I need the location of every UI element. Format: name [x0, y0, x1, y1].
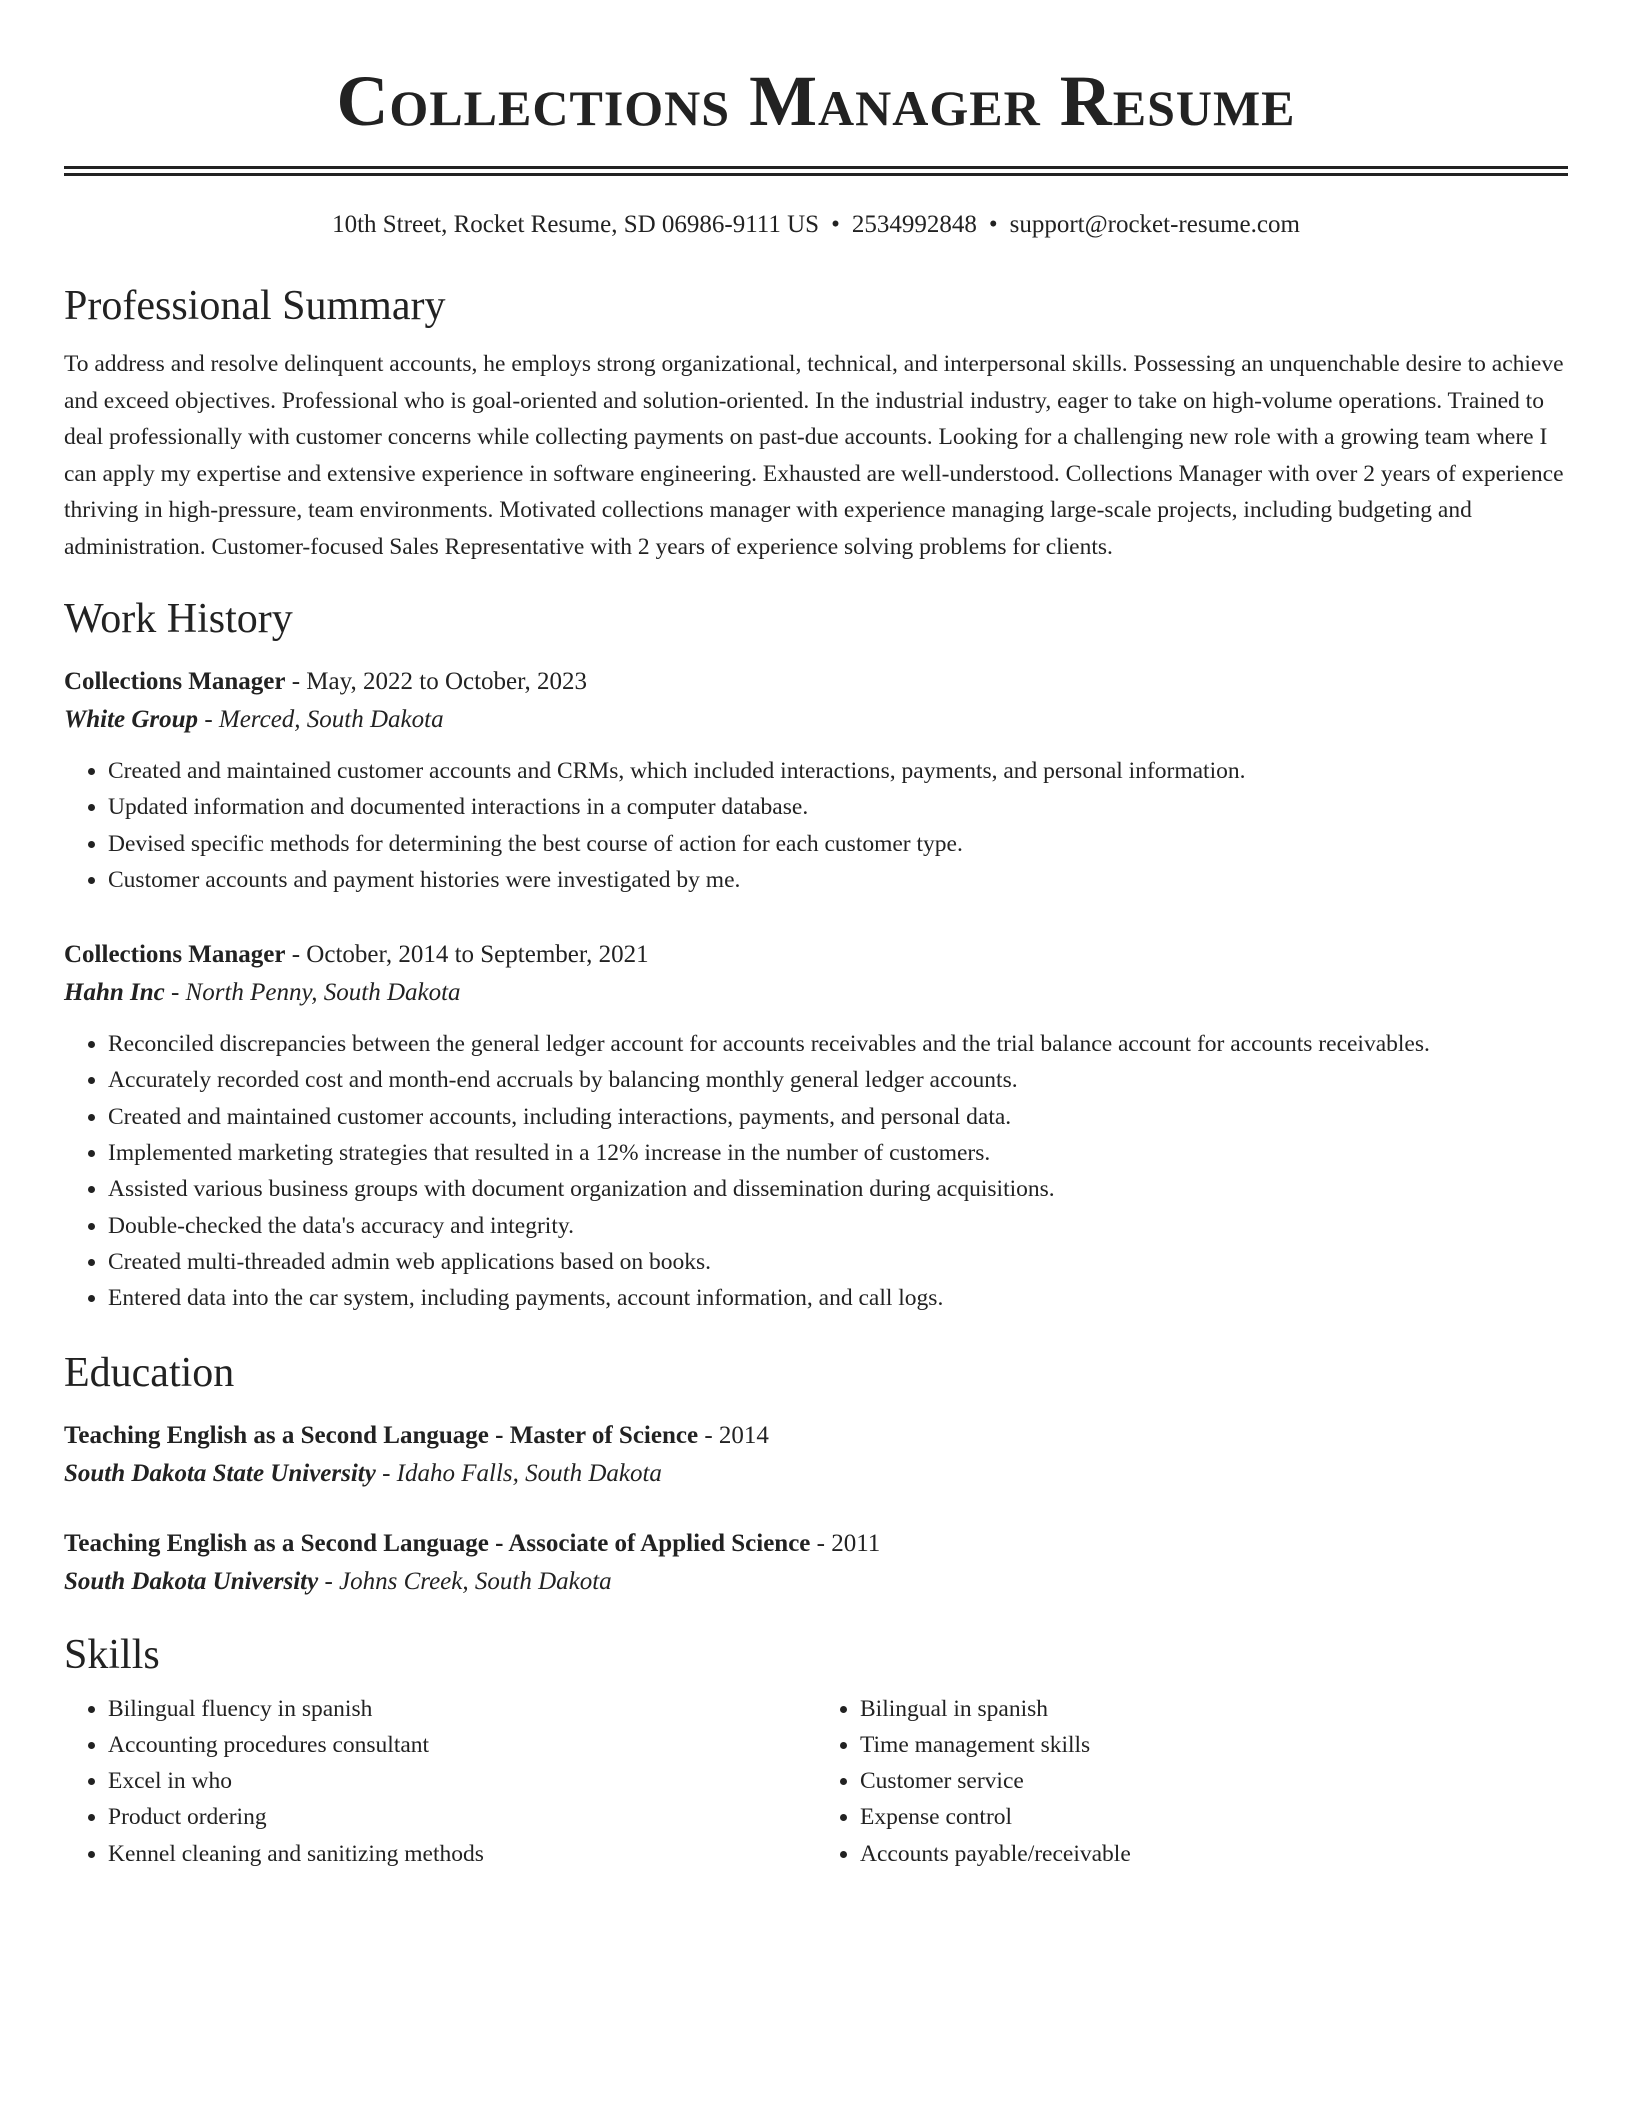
- school-name: South Dakota University: [64, 1567, 319, 1595]
- job-duties-list: [64, 1026, 1568, 1316]
- work-history-heading: Work History: [64, 596, 293, 642]
- education-entry: [64, 1525, 1568, 1601]
- job-location: - North Penny, South Dakota: [164, 979, 461, 1007]
- school-name: South Dakota State University: [64, 1459, 376, 1487]
- skills-list-left: [64, 1691, 816, 1872]
- job-duty: • Reconciled discrepancies between the general ledger account for accounts receivables and the trial balance account for accounts receivables.: [108, 1026, 1568, 1062]
- school-line: [64, 1563, 1568, 1601]
- education-heading: Education: [64, 1349, 235, 1396]
- contact-line: [64, 208, 1568, 242]
- job-title-line: [64, 663, 1568, 701]
- contact-email: support@rocket-resume.com: [1009, 211, 1300, 238]
- degree-name: Teaching English as a Second Language - Associate of Applied Science: [64, 1529, 811, 1557]
- job-title-line: [64, 936, 1568, 974]
- job-location: - Merced, South Dakota: [198, 706, 444, 733]
- job-duty: • Implemented marketing strategies that resulted in a 12% increase in the number of customers.: [108, 1135, 1568, 1171]
- summary-heading: Professional Summary: [64, 283, 446, 329]
- job-duty: • Entered data into the car system, including payments, account information, and call logs.: [108, 1280, 1568, 1316]
- skill-item: • Kennel cleaning and sanitizing methods: [108, 1836, 816, 1872]
- school-line: [64, 1455, 1568, 1493]
- degree-line: [64, 1417, 1568, 1455]
- skill-item: • Customer service: [860, 1763, 1568, 1799]
- job-duties-list: [64, 753, 1568, 898]
- resume-title: Collections Manager Resume: [336, 61, 1296, 141]
- job-duty: • Created and maintained customer accounts and CRMs, which included interactions, payments, and personal information.: [108, 753, 1568, 789]
- job-entry: [64, 663, 1568, 898]
- title-divider: [64, 166, 1568, 176]
- job-duty: • Double-checked the data's accuracy and integrity.: [108, 1208, 1568, 1244]
- skill-item: • Excel in who: [108, 1763, 816, 1799]
- job-dates: - October, 2014 to September, 2021: [285, 941, 649, 969]
- degree-line: [64, 1525, 1568, 1563]
- degree-year: - 2014: [698, 1421, 769, 1449]
- summary-text: To address and resolve delinquent accounts, he employs strong organizational, technical, and interpersonal skills. Possessing an unquenchable desire to achieve and exceed objectives. Professional who is goal-oriented and solution-oriented. In the industrial industry, eager to take on high-volume operations. Trained to deal professionally with customer concerns while collecting payments on past-due accounts. Looking for a challenging new role with a growing team where I can apply my expertise and extensive experience in software engineering. Exhausted are well-understood. Collections Manager with over 2 years of experience thriving in high-pressure, team environments. Motivated collections manager with experience managing large-scale projects, including budgeting and administration. Customer-focused Sales Representative with 2 years of experience solving problems for clients.: [64, 351, 1564, 560]
- job-title: Collections Manager: [64, 668, 286, 695]
- job-duty: • Created and maintained customer accounts, including interactions, payments, and personal data.: [108, 1099, 1568, 1135]
- job-duty: • Accurately recorded cost and month-end accruals by balancing monthly general ledger accounts.: [108, 1062, 1568, 1098]
- job-company-line: [64, 701, 1568, 739]
- job-company-line: [64, 974, 1568, 1012]
- skill-item: • Time management skills: [860, 1727, 1568, 1763]
- job-company: Hahn Inc: [64, 979, 165, 1007]
- school-location: - Idaho Falls, South Dakota: [375, 1459, 662, 1487]
- skill-item: • Accounting procedures consultant: [108, 1727, 816, 1763]
- skills-list-right: [816, 1691, 1568, 1872]
- contact-separator: •: [988, 211, 998, 238]
- skill-item: • Expense control: [860, 1799, 1568, 1835]
- contact-separator: •: [831, 211, 840, 238]
- job-duty: • Created multi-threaded admin web applications based on books.: [108, 1244, 1568, 1280]
- degree-name: Teaching English as a Second Language - Master of Science: [64, 1421, 699, 1449]
- job-duty: • Updated information and documented interactions in a computer database.: [108, 789, 1568, 825]
- job-duty: • Assisted various business groups with document organization and dissemination during acquisitions.: [108, 1171, 1568, 1207]
- skill-item: • Bilingual in spanish: [860, 1691, 1568, 1727]
- skills-grid: [64, 1691, 1568, 1872]
- skill-item: • Product ordering: [108, 1799, 816, 1835]
- school-location: - Johns Creek, South Dakota: [318, 1567, 612, 1595]
- skill-item: • Accounts payable/receivable: [860, 1836, 1568, 1872]
- degree-year: - 2011: [810, 1529, 881, 1557]
- job-company: White Group: [64, 706, 199, 733]
- job-duty: • Customer accounts and payment histories were investigated by me.: [108, 862, 1568, 898]
- job-entry: [64, 936, 1568, 1316]
- contact-address: 10th Street, Rocket Resume, SD 06986-9111 US: [332, 211, 820, 238]
- job-dates: - May, 2022 to October, 2023: [285, 668, 587, 695]
- contact-phone: 2534992848: [851, 211, 977, 238]
- skill-item: • Bilingual fluency in spanish: [108, 1691, 816, 1727]
- education-entry: [64, 1417, 1568, 1493]
- job-title: Collections Manager: [64, 941, 286, 969]
- job-duty: • Devised specific methods for determining the best course of action for each customer type.: [108, 826, 1568, 862]
- skills-heading: Skills: [64, 1631, 160, 1678]
